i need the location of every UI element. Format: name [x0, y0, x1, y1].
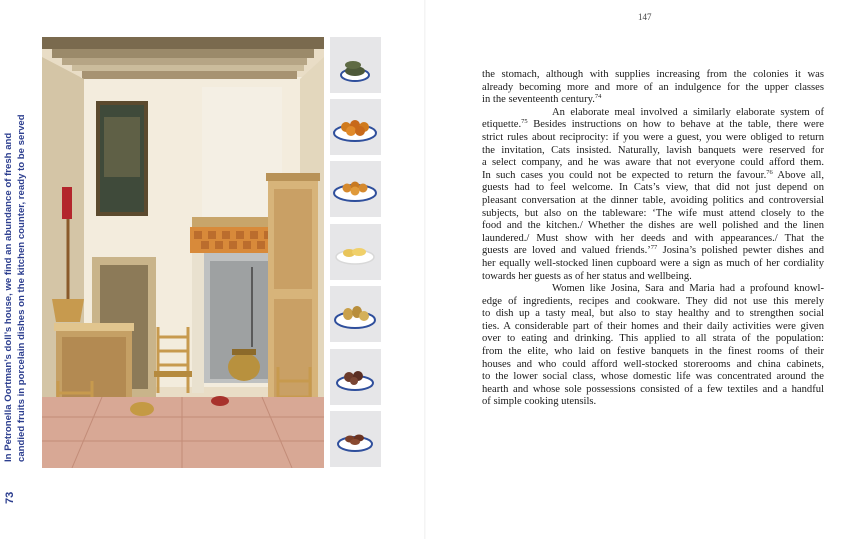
text-line: houses and who could afford well-stocked storerooms and china cabinets,: [482, 358, 824, 370]
kitchen-illustration: [42, 37, 324, 468]
paragraph-1: [482, 69, 824, 107]
thumbnail-dish-2: [330, 99, 381, 155]
text-line: subjects, but also on the tableware: ‘The wife must attend closely to the: [482, 207, 824, 219]
text-line: over to eating and drinking. This applied to all strata of the population:: [482, 333, 824, 345]
footnote-ref: 77: [650, 244, 658, 252]
text-line: from the elite, who laid on festive banquets in the finest rooms of their: [482, 346, 824, 358]
footnote-ref: 76: [766, 168, 773, 176]
page-gutter: [424, 0, 426, 539]
thumbnail-dish-5: [330, 286, 381, 342]
text-line: strict rules about reciprocity: if you were a guest, you were obliged to return: [482, 131, 824, 143]
text-line: guests are loved and valued friends.’$^{77}$ Josina’s polished pewter dishes and: [482, 244, 824, 257]
text-line: edge of ingredients, recipes and cookware. They did not use this merely: [482, 295, 824, 307]
text-line: food and the kitchen./ Whether the dishes are well polished and the linen: [482, 220, 824, 232]
text-line: a select company, and he was aware that not everyone could afford them.: [482, 157, 824, 169]
footnote-ref: 74: [594, 93, 602, 101]
right-page-number: 147: [638, 12, 652, 22]
left-page-number: 73: [4, 491, 16, 504]
text-line: to the lower social class, whose domestic life was concentrated around the: [482, 371, 824, 383]
footnote-ref: 75: [521, 118, 528, 126]
thumbnail-dish-7: [330, 411, 381, 467]
thumbnail-dish-6: [330, 349, 381, 405]
text-line: the invitation, Cats insisted. Naturally, lavish banquets were reserved for: [482, 144, 824, 156]
dish-icon: [330, 37, 381, 93]
dish-icon: [330, 349, 381, 405]
dish-icon: [330, 411, 381, 467]
text-line: etiquette.$^{75}$ Besides instructions on how to behave at the table, there were: [482, 118, 824, 131]
thumbnail-dish-3: [330, 161, 381, 217]
dish-icon: [330, 99, 381, 155]
text-line: An elaborate meal involved a similarly elaborate system of: [552, 106, 824, 118]
paragraph-2: [482, 107, 824, 283]
dish-icon: [330, 161, 381, 217]
text-line: hearth and whose sole possessions consisted of a few textiles and a handful: [482, 383, 824, 395]
caption-line-2: candied fruits in porcelain dishes on the kitchen counter, ready to be served: [16, 114, 27, 462]
text-line: of simple cooking utensils.: [482, 396, 597, 408]
dish-icon: [330, 286, 381, 342]
text-line: Women like Josina, Sara and Maria had a profound knowl-: [552, 283, 824, 295]
caption-line-1: In Petronella Oortman’s doll’s house, we find an abundance of fresh and: [3, 132, 14, 462]
paragraph-3: [482, 283, 824, 409]
text-line: in the seventeenth century.$^{74}$: [482, 93, 602, 106]
text-line: the stomach, although with supplies increasing from the colonies it was: [482, 69, 824, 80]
text-line: to dish up a tasty meal, but also to stay healthy and to strengthen social: [482, 308, 824, 320]
body-text: [482, 69, 824, 409]
text-line: laundered./ Must show with her deeds and with appearances./ That the: [482, 232, 824, 244]
dollhouse-kitchen-photo: [42, 37, 324, 468]
text-line: towards her guests as of her status and wellbeing.: [482, 270, 692, 282]
thumbnail-dish-4: [330, 224, 381, 280]
text-line: ties. A considerable part of their homes and their daily activities were given: [482, 320, 824, 332]
text-line: her equally well-stocked linen cupboard were a sign as much of her cordiality: [482, 257, 824, 269]
text-line: guests had to feel welcome. In Cats’s view, that did not just depend on: [482, 182, 824, 194]
photo-caption: [2, 42, 44, 462]
text-line: already becoming more and more of an indulgence for the upper classes: [482, 81, 824, 93]
text-line: In such cases you could not be expected to return the favour.$^{76}$ Above all,: [482, 168, 824, 181]
dish-icon: [330, 224, 381, 280]
thumbnail-dish-1: [330, 37, 381, 93]
text-line: pleasant conversation at the dinner table, avoiding politics and controversial: [482, 194, 824, 206]
